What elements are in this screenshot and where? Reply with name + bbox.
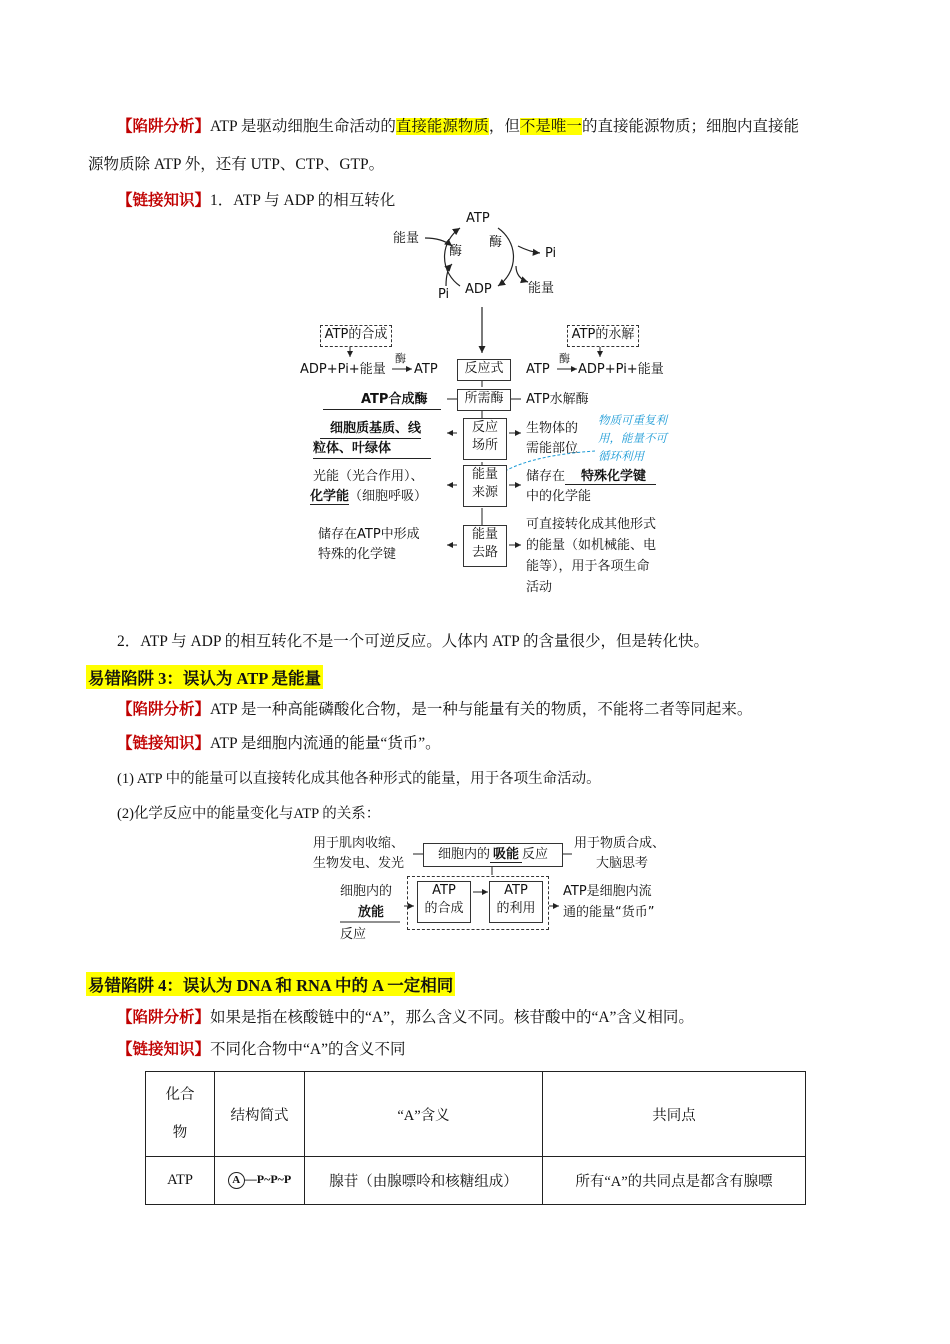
- synthesis-title-box: ATP的合成: [320, 325, 392, 347]
- trap4-analysis: 【陷阱分析】如果是指在核酸链中的“A”，那么含义不同。核苷酸中的“A”含义相同。: [117, 1009, 694, 1026]
- hydro-dest-3: 能等），用于各项生命: [526, 559, 650, 574]
- trap2-knowledge-line: 【链接知识】1．ATP 与 ADP 的相互转化: [117, 192, 396, 209]
- trap3-point1: (1) ATP 中的能量可以直接转化成其他各种形式的能量，用于各项生命活动。: [117, 771, 601, 787]
- trap2-analysis-line2: 源物质除 ATP 外，还有 UTP、CTP、GTP。: [88, 156, 385, 173]
- hydro-source-2: 中的化学能: [526, 489, 592, 504]
- row-enzyme-box: 所需酶: [457, 389, 511, 411]
- synth-site-2: 粒体、叶绿体: [313, 440, 431, 459]
- cycle-energy-in: 能量: [393, 231, 420, 246]
- left-3: 反应: [340, 927, 367, 942]
- knowledge-tag: 【链接知识】: [117, 192, 211, 209]
- table-cell-common: 所有“A”的共同点是都含有腺嘌: [543, 1157, 806, 1205]
- cycle-pi-in: Pi: [438, 287, 450, 302]
- hydro-site-2: 需能部位: [526, 441, 579, 456]
- cycle-energy-out: 能量: [528, 281, 555, 296]
- hydro-dest-1: 可直接转化成其他形式: [526, 517, 657, 532]
- synth-site-1: 细胞质基质、线: [320, 420, 421, 439]
- handnote-line3: 循环利用: [598, 449, 644, 463]
- cycle-atp-label: ATP: [466, 211, 490, 226]
- analysis-tag: 【陷阱分析】: [117, 118, 211, 135]
- row-source-box: 能量 来源: [463, 465, 507, 507]
- adenosine-circle: A: [228, 1172, 245, 1189]
- row-site-box: 反应 场所: [463, 418, 507, 460]
- endergonic-box: 细胞内的 吸能 反应: [423, 843, 563, 867]
- synth-source-1: 光能（光合作用）、: [313, 469, 424, 484]
- synth-eq-right: ATP: [414, 362, 438, 377]
- table-cell-meaning: 腺苷（由腺嘌呤和核糖组成）: [305, 1157, 543, 1205]
- atp-use-box: ATP 的利用: [489, 881, 543, 923]
- synth-eq-left: ADP+Pi+能量: [300, 362, 386, 377]
- top-left-2: 生物发电、发光: [313, 856, 405, 871]
- table-header-compound: 化合 物: [146, 1072, 215, 1157]
- synth-dest-2: 特殊的化学键: [318, 547, 397, 562]
- trap2-analysis-line1: 【陷阱分析】ATP 是驱动细胞生命活动的直接能源物质，但不是唯一的直接能源物质；细胞内直接能: [117, 118, 799, 135]
- hydro-eq-left: ATP: [526, 362, 550, 377]
- right-2: 通的能量“货币”: [563, 905, 655, 920]
- hydro-enzyme: ATP水解酶: [526, 392, 589, 407]
- left-1: 细胞内的: [340, 884, 393, 899]
- synth-eq-enzyme: 酶: [395, 352, 406, 365]
- table-cell-compound: ATP: [146, 1157, 215, 1205]
- hydro-dest-2: 的能量（如机械能、电: [526, 538, 657, 553]
- cycle-enzyme-right: 酶: [489, 235, 503, 250]
- table-header-structure: 结构简式: [215, 1072, 305, 1157]
- hydrolysis-title-box: ATP的水解: [567, 325, 639, 347]
- hydro-site-1: 生物体的: [526, 421, 579, 436]
- synth-enzyme: ATP合成酶: [323, 391, 441, 410]
- knowledge-point-2: 2．ATP 与 ADP 的相互转化不是一个可逆反应。人体内 ATP 的含量很少，但是转化快。: [117, 633, 710, 650]
- synth-source-2: 化学能（细胞呼吸）: [310, 489, 428, 504]
- trap3-heading: 易错陷阱 3：误认为 ATP 是能量: [86, 665, 323, 689]
- highlight-not-only: 不是唯一: [519, 118, 582, 135]
- table-header-meaning: “A”含义: [305, 1072, 543, 1157]
- synth-dest-1: 储存在ATP中形成: [318, 527, 420, 542]
- left-2: 放能: [358, 905, 385, 920]
- table-cell-structure: A —P~P~P: [215, 1157, 305, 1205]
- hydro-eq-enzyme: 酶: [559, 352, 570, 365]
- row-reaction-box: 反应式: [457, 359, 511, 381]
- hydro-dest-4: 活动: [526, 580, 553, 595]
- cycle-adp-label: ADP: [465, 282, 492, 297]
- table-header-row: [146, 1072, 806, 1157]
- atp-synthesis-box: ATP 的合成: [417, 881, 471, 923]
- cycle-pi-out: Pi: [545, 246, 557, 261]
- table-row: [146, 1157, 806, 1205]
- hydro-source-1: 储存在 特殊化学键: [526, 468, 656, 486]
- row-dest-box: 能量 去路: [463, 525, 507, 567]
- highlight-direct-energy: 直接能源物质: [395, 118, 489, 135]
- top-right-1: 用于物质合成、: [574, 836, 666, 851]
- trap3-knowledge: 【链接知识】ATP 是细胞内流通的能量“货币”。: [117, 735, 441, 752]
- trap3-point2: (2)化学反应中的能量变化与ATP 的关系：: [117, 806, 381, 822]
- hydro-eq-right: ADP+Pi+能量: [578, 362, 664, 377]
- handnote-line1: 物质可重复利: [598, 413, 667, 427]
- trap4-knowledge: 【链接知识】不同化合物中“A”的含义不同: [117, 1041, 406, 1058]
- table-header-common: 共同点: [543, 1072, 806, 1157]
- trap3-analysis: 【陷阱分析】ATP 是一种高能磷酸化合物，是一种与能量有关的物质，不能将二者等同起来。: [117, 701, 753, 718]
- handnote-line2: 用，能量不可: [598, 431, 667, 445]
- trap4-heading: 易错陷阱 4：误认为 DNA 和 RNA 中的 A 一定相同: [86, 972, 455, 996]
- top-left-1: 用于肌肉收缩、: [313, 836, 405, 851]
- right-1: ATP是细胞内流: [563, 884, 652, 899]
- a-meaning-table: [145, 1071, 806, 1205]
- top-right-2: 大脑思考: [596, 856, 649, 871]
- cycle-enzyme-left: 酶: [449, 244, 463, 259]
